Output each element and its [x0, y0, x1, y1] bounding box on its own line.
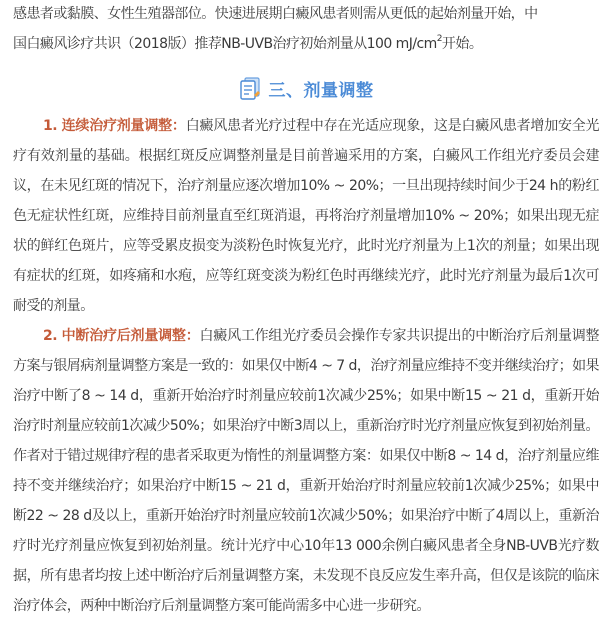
intro-line-2-end: 开始。 [441, 36, 483, 52]
paragraph-lead: 2. 中断治疗后剂量调整： [43, 328, 200, 344]
paragraph-interrupted-dose [13, 321, 599, 621]
document-icon [239, 75, 261, 101]
paragraph-text: 白癜风患者光疗过程中存在光适应现象，这是白癜风患者增加安全光疗有效剂量的基础。根据红斑反应调整剂量是目前普遍采用的方案，白癜风工作组光疗委员会建议，在未见红斑的情况下，治疗剂量应逐次增加10% ~ 20%；一旦出现持续时间少于24 h的粉红色无症状性红斑，应维持目前剂量直至红斑消退，再将治疗剂量增加10% ~ 20%；如果出现无症状的鲜红色斑片，应等受累皮损变为淡粉色时恢复光疗，此时光疗剂量为上1次的剂量；如果出现有症状的红斑，如疼痛和水疱，应等红斑变淡为粉红色时再继续光疗，此时光疗剂量为最后1次可耐受的剂量。 [13, 118, 600, 314]
paragraph-continuous-dose [13, 111, 599, 321]
intro-line-1: 感患者或黏膜、女性生殖器部位。快速进展期白癜风患者则需从更低的起始剂量开始，中 [13, 6, 538, 22]
paragraph-text: 白癜风工作组光疗委员会操作专家共识提出的中断治疗后剂量调整方案与银屑病剂量调整方案是一致的：如果仅中断4 ~ 7 d，治疗剂量应维持不变并继续治疗；如果治疗中断了8 ~ 14 d，重新开始治疗时剂量应较前1次减少25%；如果中断15 ~ 21 d，重新开始治疗时剂量应较前1次减少50%；如果治疗中断3周以上，重新治疗时光疗剂量应恢复到初始剂量。作者对于错过规律疗程的患者采取更为惰性的剂量调整方案：如果仅中断8 ~ 14 d，治疗剂量应维持不变并继续治疗；如果治疗中断15 ~ 21 d，重新开始治疗时剂量应较前1次减少25%；如果中断22 ~ 28 d及以上，重新开始治疗时剂量应较前1次减少50%；如果治疗中断了4周以上，重新治疗时光疗剂量应恢复到初始剂量。统计光疗中心10年13 000余例白癜风患者全身NB-UVB光疗数据，所有患者均按上述中断治疗后剂量调整方案，未发现不良反应发生率升高，但仅是该院的临床治疗体会，两种中断治疗后剂量调整方案可能尚需多中心进一步研究。 [13, 328, 599, 614]
intro-superscript: 2 [436, 34, 442, 45]
paragraph-lead: 1. 连续治疗剂量调整： [43, 118, 186, 134]
section-heading [13, 65, 599, 111]
intro-line-2 [13, 29, 599, 59]
intro-line-2-text: 国白癜风诊疗共识（2018版）推荐NB-UVB治疗初始剂量从100 mJ/cm [13, 36, 437, 52]
section-title: 三、剂量调整 [268, 80, 374, 101]
